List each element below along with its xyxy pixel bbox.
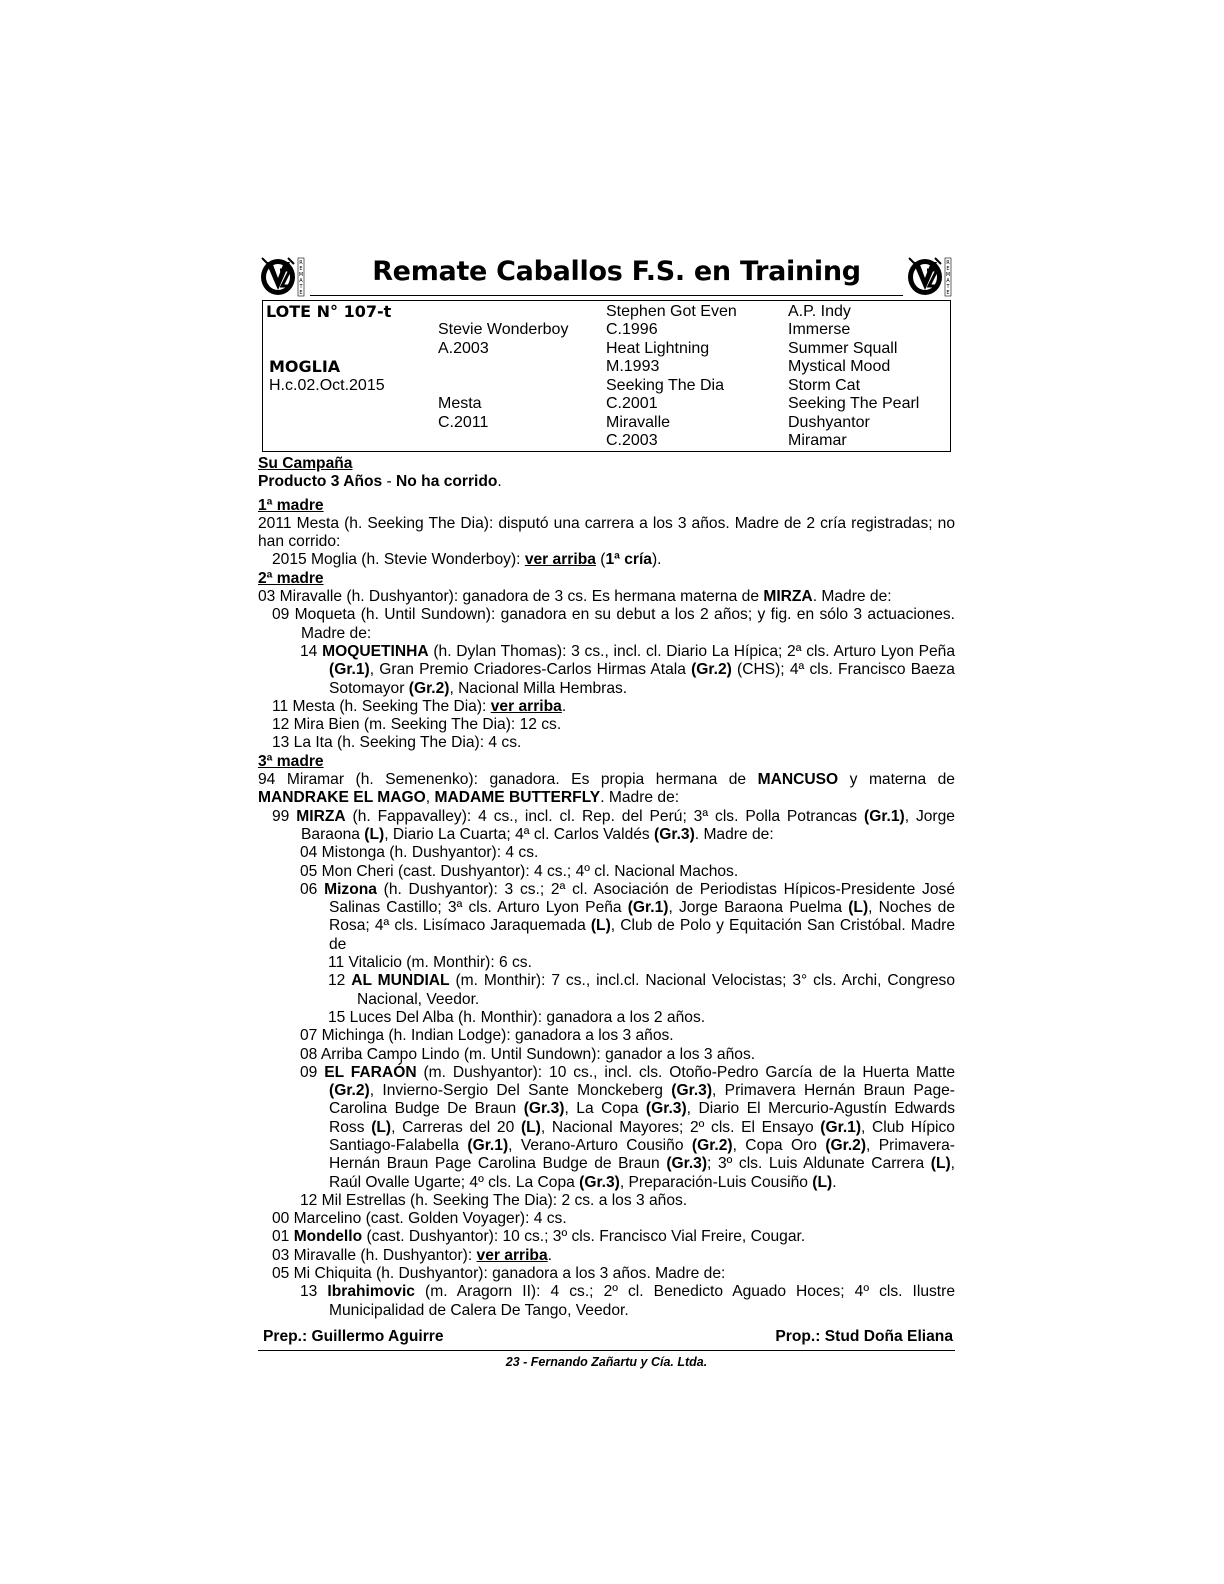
ancestor-7: Dushyantor (788, 414, 870, 431)
list-item: 12 AL MUNDIAL (m. Monthir): 7 cs., incl.cl. Nacional Velocistas; 3° cls. Archi, Congreso Nacional, Veedor. (328, 972, 955, 1008)
list-item: 01 Mondello (cast. Dushyantor): 10 cs.; 3º cls. Francisco Vial Freire, Cougar. (272, 1228, 806, 1246)
campaign-line: Producto 3 Años - No ha corrido. (258, 473, 502, 491)
list-item: 03 Miravalle (h. Dushyantor): ver arriba. (272, 1246, 552, 1264)
granddam-paternal: Heat Lightning (606, 340, 710, 357)
sire-info: A.2003 (438, 340, 489, 357)
ancestor-4: Mystical Mood (788, 358, 891, 375)
svg-text:E: E (946, 266, 950, 272)
list-item: 07 Michinga (h. Indian Lodge): ganadora a los 3 años. (300, 1027, 674, 1045)
sire-name: Stevie Wonderboy (438, 321, 569, 338)
ancestor-6: Seeking The Pearl (788, 395, 920, 412)
section-heading: 1ª madre (258, 496, 324, 514)
auction-logo-icon (905, 254, 955, 298)
list-item: 99 MIRZA (h. Fappavalley): 4 cs., incl. cl. Rep. del Perú; 3ª cls. Polla Potrancas (Gr.1), Jorge Baraona (L), Diario La Cuarta; 4ª cl. Carlos Valdés (Gr.3). Madre de: (272, 807, 955, 843)
header-rule (310, 295, 903, 296)
section-heading: 2ª madre (258, 569, 324, 587)
svg-text:M: M (298, 272, 304, 278)
ancestor-1: A.P. Indy (788, 303, 851, 320)
ancestor-2: Immerse (788, 321, 851, 338)
owner-label: Prop.: Stud Doña Eliana (775, 1327, 953, 1345)
page-number: 23 - Fernando Zañartu y Cía. Ltda. (505, 1354, 708, 1369)
list-item: 11 Mesta (h. Seeking The Dia): ver arriba. (272, 697, 567, 715)
list-item: 13 La Ita (h. Seeking The Dia): 4 cs. (272, 734, 522, 752)
dam-name: Mesta (438, 395, 482, 412)
granddam-paternal-info: M.1993 (606, 358, 660, 375)
list-item: 94 Miramar (h. Semenenko): ganadora. Es propia hermana de MANCUSO y materna de MANDRAKE EL MAGO, MADAME BUTTERFLY. Madre de: (258, 771, 955, 807)
catalog-page (258, 250, 955, 1369)
pedigree-notes (258, 455, 955, 1320)
svg-text:T: T (299, 284, 303, 290)
list-item: 04 Mistonga (h. Dushyantor): 4 cs. (300, 844, 539, 862)
granddam-maternal: Miravalle (606, 414, 671, 431)
section-heading: Su Campaña (258, 455, 353, 472)
ancestor-5: Storm Cat (788, 377, 861, 394)
list-item: 12 Mira Bien (m. Seeking The Dia): 12 cs. (272, 716, 562, 734)
list-item: 08 Arriba Campo Lindo (m. Until Sundown): ganador a los 3 años. (300, 1045, 756, 1063)
svg-text:A: A (299, 278, 303, 284)
section-heading: 3ª madre (258, 752, 324, 770)
svg-text:E: E (299, 290, 303, 296)
dam-info: C.2011 (438, 414, 489, 431)
svg-text:M: M (945, 272, 951, 278)
list-item: 12 Mil Estrellas (h. Seeking The Dia): 2 cs. a los 3 años. (300, 1191, 688, 1209)
list-item: 11 Vitalicio (m. Monthir): 6 cs. (328, 954, 532, 972)
list-item: 05 Mon Cheri (cast. Dushyantor): 4 cs.; 4º cl. Nacional Machos. (300, 862, 739, 880)
grandsire-maternal-info: C.2001 (606, 395, 658, 412)
lot-number: LOTE N° 107-t (266, 302, 392, 321)
list-item: 00 Marcelino (cast. Golden Voyager): 4 cs. (272, 1210, 567, 1228)
svg-text:R: R (946, 260, 950, 266)
footer-rule (258, 1350, 955, 1351)
list-item: 14 MOQUETINHA (h. Dylan Thomas): 3 cs., incl. cl. Diario La Hípica; 2ª cls. Arturo Lyon Peña (Gr.1), Gran Premio Criadores-Carlos Hirmas Atala (Gr.2) (CHS); 4ª cls. Francisco Baeza Sotomayor (Gr.2), Nacional Milla Hembras. (300, 642, 956, 697)
auction-logo-icon (258, 254, 308, 298)
svg-text:E: E (299, 266, 303, 272)
list-item: 09 EL FARAÓN (m. Dushyantor): 10 cs., incl. cls. Otoño-Pedro García de la Huerta Matte (Gr.2), Invierno-Sergio Del Sante Monckeberg (Gr.3), Primavera Hernán Braun Page-Carolina Budge De Braun (Gr.3), La Copa (Gr.3), Diario El Mercurio-Agustín Edwards Ross (L), Carreras del 20 (L), Nacional Mayores; 2º cls. El Ensayo (Gr.1), Club Hípico Santiago-Falabella (Gr.1), Verano-Arturo Cousiño (Gr.2), Copa Oro (Gr.2), Primavera-Hernán Braun Page Carolina Budge de Braun (Gr.3); 3º cls. Luis Aldunate Carrera (L), Raúl Ovalle Ugarte; 4º cls. La Copa (Gr.3), Preparación-Luis Cousiño (L). (300, 1063, 956, 1191)
ancestor-3: Summer Squall (788, 340, 898, 357)
page-header (258, 250, 955, 300)
svg-text:R: R (299, 260, 303, 266)
svg-text:E: E (946, 290, 950, 296)
horse-name: MOGLIA (269, 357, 341, 376)
list-item: 03 Miravalle (h. Dushyantor): ganadora de 3 cs. Es hermana materna de MIRZA. Madre de: (258, 588, 892, 606)
grandsire-paternal: Stephen Got Even (606, 303, 737, 320)
pedigree-table (262, 300, 951, 452)
list-item: 05 Mi Chiquita (h. Dushyantor): ganadora a los 3 años. Madre de: (272, 1265, 726, 1283)
list-item: 2011 Mesta (h. Seeking The Dia): disputó una carrera a los 3 años. Madre de 2 cría registradas; no han corrido: (258, 514, 955, 551)
list-item: 13 Ibrahimovic (m. Aragorn II): 4 cs.; 2º cl. Benedicto Aguado Hoces; 4º cls. Ilustre Municipalidad de Calera De Tango, Veedor. (300, 1283, 955, 1319)
svg-text:T: T (946, 284, 950, 290)
list-item: 06 Mizona (h. Dushyantor): 3 cs.; 2ª cl. Asociación de Periodistas Hípicos-Presidente José Salinas Castillo; 3ª cls. Arturo Lyon Peña (Gr.1), Jorge Baraona Puelma (L), Noches de Rosa; 4ª cls. Lisímaco Jaraquemada (L), Club de Polo y Equitación San Cristóbal. Madre de (300, 880, 956, 953)
grandsire-maternal: Seeking The Dia (606, 377, 724, 394)
trainer-label: Prep.: Guillermo Aguirre (263, 1327, 444, 1345)
grandsire-paternal-info: C.1996 (606, 321, 658, 338)
list-item: 15 Luces Del Alba (h. Monthir): ganadora a los 2 años. (328, 1008, 706, 1026)
horse-info: H.c.02.Oct.2015 (269, 377, 385, 394)
granddam-maternal-info: C.2003 (606, 432, 658, 449)
svg-text:A: A (946, 278, 950, 284)
list-item: 2015 Moglia (h. Stevie Wonderboy): ver arriba (1ª cría). (272, 551, 662, 569)
page-title: Remate Caballos F.S. en Training (372, 256, 861, 287)
list-item: 09 Moqueta (h. Until Sundown): ganadora en su debut a los 2 años; y fig. en sólo 3 actuaciones. Madre de: (272, 606, 955, 642)
ancestor-8: Miramar (788, 432, 847, 449)
page-footer (258, 1328, 955, 1346)
